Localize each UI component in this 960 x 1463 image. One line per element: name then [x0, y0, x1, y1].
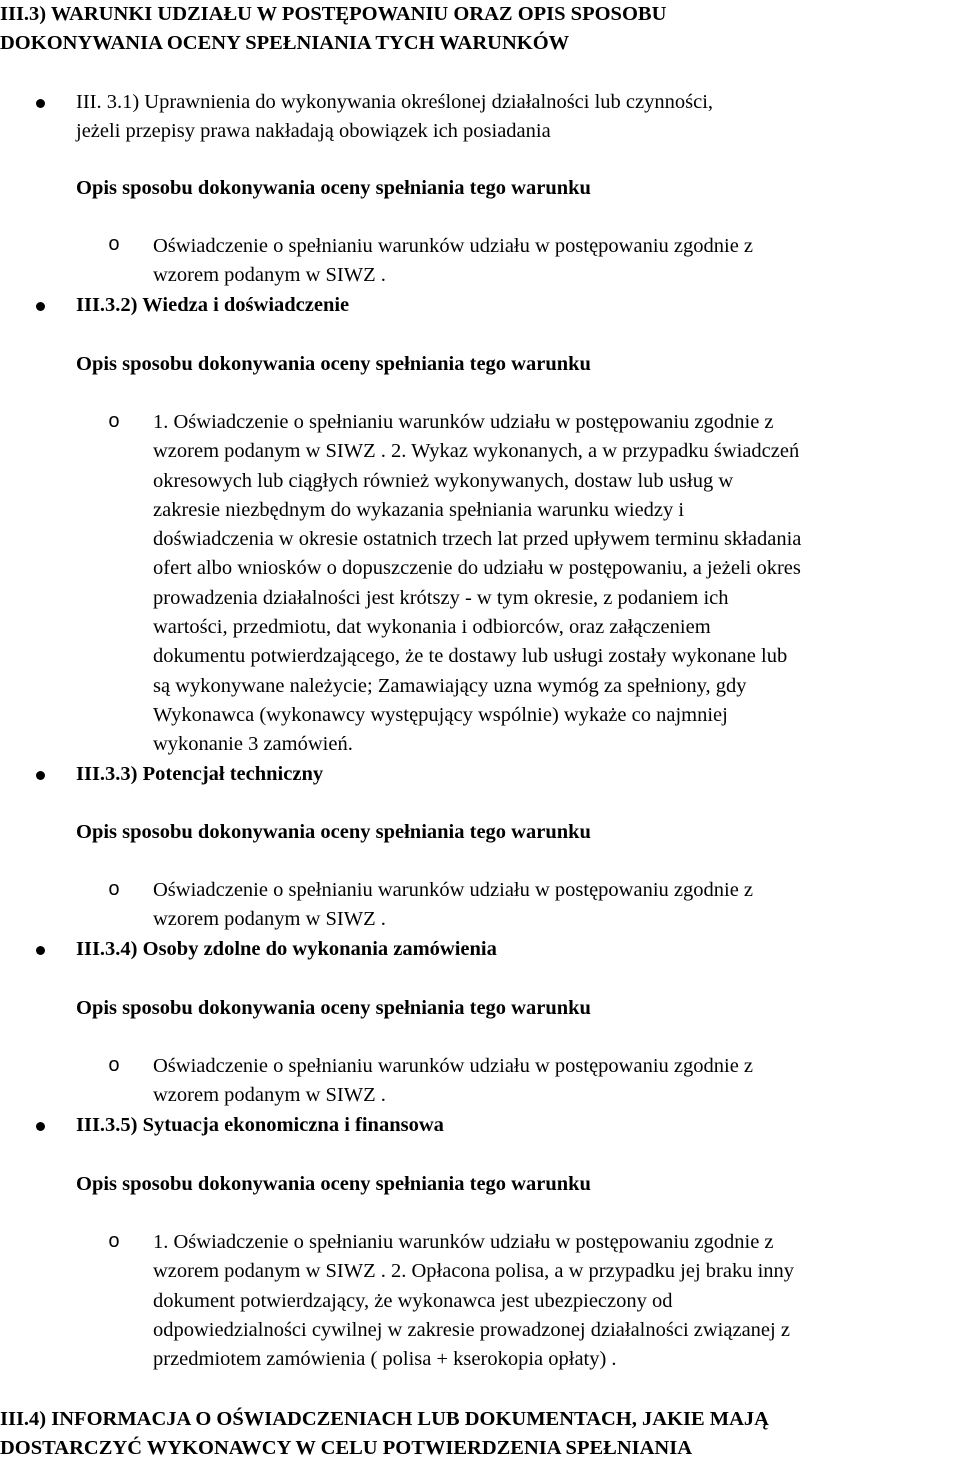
condition-text — [153, 1052, 953, 1111]
condition-text-line: Oświadczenie o spełnianiu warunków udziału w postępowaniu zgodnie z — [153, 879, 754, 901]
item-title-line: III. 3.1) Uprawnienia do wykonywania określonej działalności lub czynności, — [76, 91, 714, 113]
section-heading — [0, 0, 960, 58]
condition-text — [153, 1228, 953, 1374]
condition-text — [153, 232, 953, 291]
item-title-line: III.3.2) Wiedza i doświadczenie — [76, 294, 350, 316]
sub-bullet-icon: o — [108, 1231, 121, 1254]
condition-text-line: wzorem podanym w SIWZ . — [153, 1084, 386, 1107]
condition-text-line: doświadczenia w okresie ostatnich trzech lat przed upływem terminu składania — [153, 528, 802, 551]
section-heading — [0, 1405, 960, 1463]
sub-bullet-icon: o — [108, 411, 121, 434]
condition-text-line: wzorem podanym w SIWZ . — [153, 264, 386, 287]
condition-text-line: 1. Oświadczenie o spełnianiu warunków udziału w postępowaniu zgodnie z — [153, 1231, 774, 1253]
item-title — [76, 88, 713, 146]
item-title-line: III.3.4) Osoby zdolne do wykonania zamówienia — [76, 938, 497, 960]
item-title-line: III.3.3) Potencjał techniczny — [76, 763, 324, 785]
condition-text-line: zakresie niezbędnym do wykazania spełniania warunku wiedzy i — [153, 498, 685, 521]
condition-text-line: Wykonawca (wykonawcy występujący wspólnie) wykaże co najmniej — [153, 703, 728, 726]
heading-line: DOKONYWANIA OCENY SPEŁNIANIA TYCH WARUNKÓW — [0, 32, 570, 54]
condition-text-line: okresowych lub ciągłych również wykonywanych, dostaw lub usług w — [153, 469, 734, 492]
condition-text-line: prowadzenia działalności jest krótszy - w tym okresie, z podaniem ich — [153, 586, 729, 609]
opis-label: Opis sposobu dokonywania oceny spełniania tego warunku — [76, 353, 591, 375]
condition-text — [153, 408, 953, 760]
condition-text-line: przedmiotem zamówienia ( polisa + kserokopia opłaty) . — [153, 1348, 617, 1371]
item-title-line: jeżeli przepisy prawa nakładają obowiązek ich posiadania — [76, 120, 551, 142]
condition-text — [153, 876, 953, 935]
heading-line: III.3) WARUNKI UDZIAŁU W POSTĘPOWANIU ORAZ OPIS SPOSOBU — [0, 3, 667, 25]
condition-text-line: ofert albo wniosków o dopuszczenie do udziału w postępowaniu, a jeżeli okres — [153, 557, 801, 580]
sub-bullet-icon: o — [108, 879, 121, 902]
condition-text-line: wzorem podanym w SIWZ . 2. Wykaz wykonanych, a w przypadku świadczeń — [153, 440, 800, 463]
item-title-line: III.3.5) Sytuacja ekonomiczna i finansowa — [76, 1114, 444, 1136]
opis-label: Opis sposobu dokonywania oceny spełniania tego warunku — [76, 997, 591, 1019]
bullet-icon — [36, 1122, 45, 1131]
opis-label: Opis sposobu dokonywania oceny spełniania tego warunku — [76, 177, 591, 199]
condition-text-line: dokumentu potwierdzającego, że te dostawy lub usługi zostały wykonane lub — [153, 645, 788, 668]
bullet-icon — [36, 302, 45, 311]
condition-text-line: Oświadczenie o spełnianiu warunków udziału w postępowaniu zgodnie z — [153, 235, 754, 257]
opis-label: Opis sposobu dokonywania oceny spełniania tego warunku — [76, 821, 591, 843]
condition-text-line: wartości, przedmiotu, dat wykonania i odbiorców, oraz załączeniem — [153, 616, 711, 639]
heading-line: DOSTARCZYĆ WYKONAWCY W CELU POTWIERDZENIA SPEŁNIANIA — [0, 1437, 692, 1459]
bullet-icon — [36, 946, 45, 955]
condition-text-line: 1. Oświadczenie o spełnianiu warunków udziału w postępowaniu zgodnie z — [153, 411, 774, 433]
sub-bullet-icon: o — [108, 1055, 121, 1078]
condition-text-line: Oświadczenie o spełnianiu warunków udziału w postępowaniu zgodnie z — [153, 1055, 754, 1077]
bullet-icon — [36, 771, 45, 780]
condition-text-line: są wykonywane należycie; Zamawiający uzna wymóg za spełniony, gdy — [153, 674, 747, 697]
item-title — [76, 291, 349, 320]
condition-text-line: wzorem podanym w SIWZ . 2. Opłacona polisa, a w przypadku jej braku inny — [153, 1260, 795, 1283]
opis-label: Opis sposobu dokonywania oceny spełniania tego warunku — [76, 1173, 591, 1195]
sub-bullet-icon: o — [108, 234, 121, 257]
heading-line: III.4) INFORMACJA O OŚWIADCZENIACH LUB DOKUMENTACH, JAKIE MAJĄ — [0, 1408, 769, 1430]
bullet-icon — [36, 99, 45, 108]
item-title — [76, 760, 323, 789]
condition-text-line: wykonanie 3 zamówień. — [153, 733, 353, 756]
condition-text-line: odpowiedzialności cywilnej w zakresie prowadzonej działalności związanej z — [153, 1318, 790, 1341]
item-title — [76, 1111, 444, 1140]
condition-text-line: dokument potwierdzający, że wykonawca jest ubezpieczony od — [153, 1289, 673, 1312]
condition-text-line: wzorem podanym w SIWZ . — [153, 908, 386, 931]
item-title — [76, 935, 497, 964]
